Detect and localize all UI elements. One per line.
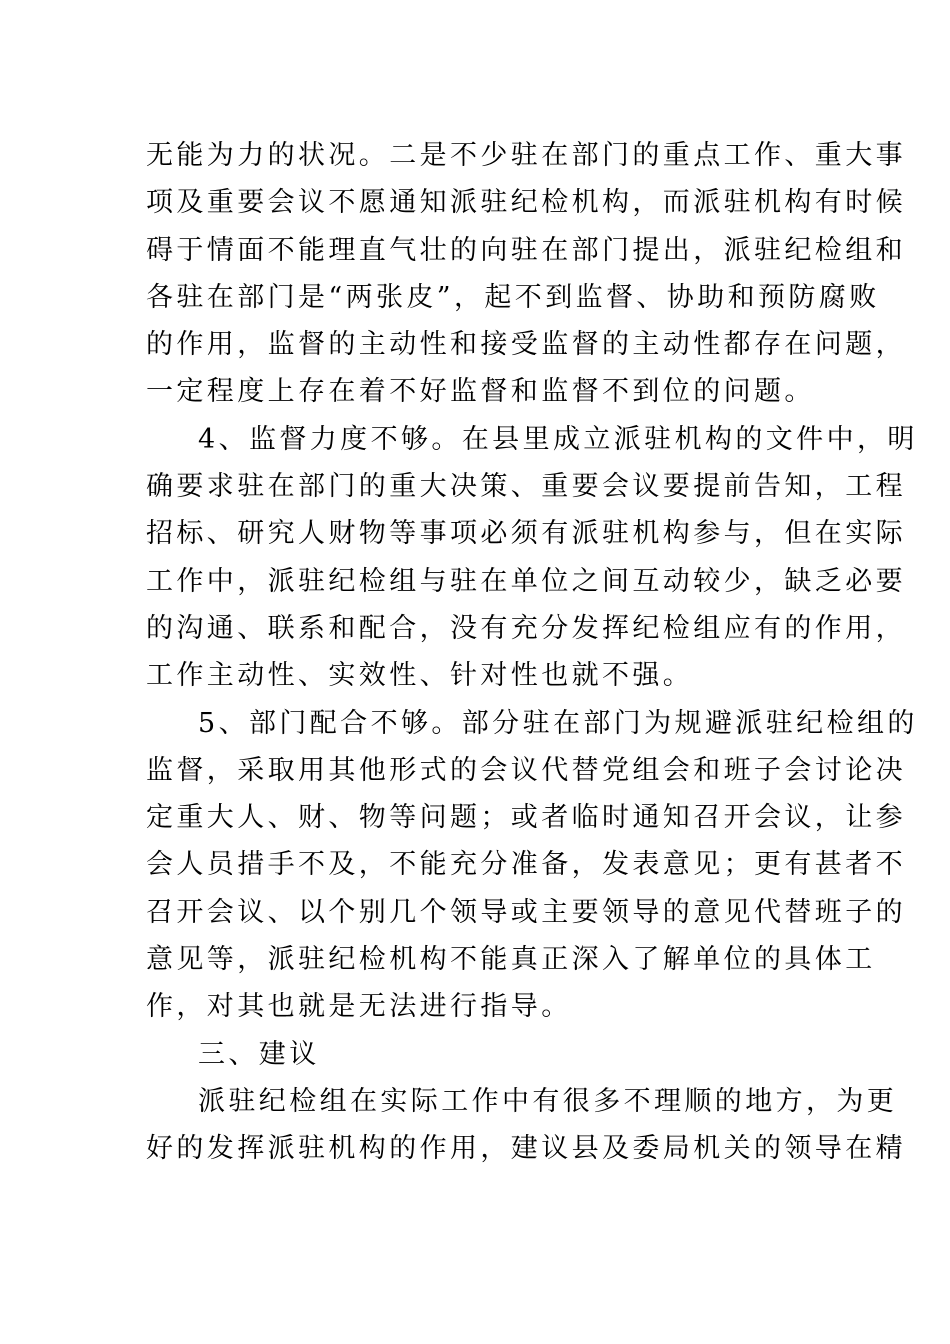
body-text [146,132,918,1173]
text-line: 会人员措手不及，不能充分准备，发表意见；更有甚者不 [146,849,906,881]
text-line: 招标、研究人财物等事项必须有派驻机构参与，但在实际 [146,518,906,550]
text-line: 作，对其也就是无法进行指导。 [146,991,572,1023]
text-line: 各驻在部门是“两张皮”，起不到监督、协助和预防腐败 [146,281,880,313]
text-line: 监督，采取用其他形式的会议代替党组会和班子会讨论决 [146,754,906,786]
text-line: 碍于情面不能理直气壮的向驻在部门提出，派驻纪检组和 [146,234,906,266]
text-line: 召开会议、以个别几个领导或主要领导的意见代替班子的 [146,896,906,928]
text-line: 5、部门配合不够。部分驻在部门为规避派驻纪检组的 [198,707,918,739]
text-line: 工作中，派驻纪检组与驻在单位之间互动较少，缺乏必要 [146,565,906,597]
text-line: 的沟通、联系和配合，没有充分发挥纪检组应有的作用， [146,612,906,644]
text-line: 项及重要会议不愿通知派驻纪检机构，而派驻机构有时候 [146,187,906,219]
section-heading: 三、建议 [198,1038,320,1070]
text-line: 确要求驻在部门的重大决策、重要会议要提前告知，工程 [146,471,906,503]
text-line: 意见等，派驻纪检机构不能真正深入了解单位的具体工 [146,944,876,976]
text-line: 工作主动性、实效性、针对性也就不强。 [146,660,694,692]
text-line: 定重大人、财、物等问题；或者临时通知召开会议，让参 [146,802,906,834]
text-line: 一定程度上存在着不好监督和监督不到位的问题。 [146,376,815,408]
text-line: 的作用，监督的主动性和接受监督的主动性都存在问题， [146,329,906,361]
text-line: 好的发挥派驻机构的作用，建议县及委局机关的领导在精 [146,1133,906,1165]
text-line: 无能为力的状况。二是不少驻在部门的重点工作、重大事 [146,140,906,171]
text-line: 派驻纪检组在实际工作中有很多不理顺的地方，为更 [198,1085,898,1117]
text-line: 4、监督力度不够。在县里成立派驻机构的文件中，明 [198,423,918,455]
